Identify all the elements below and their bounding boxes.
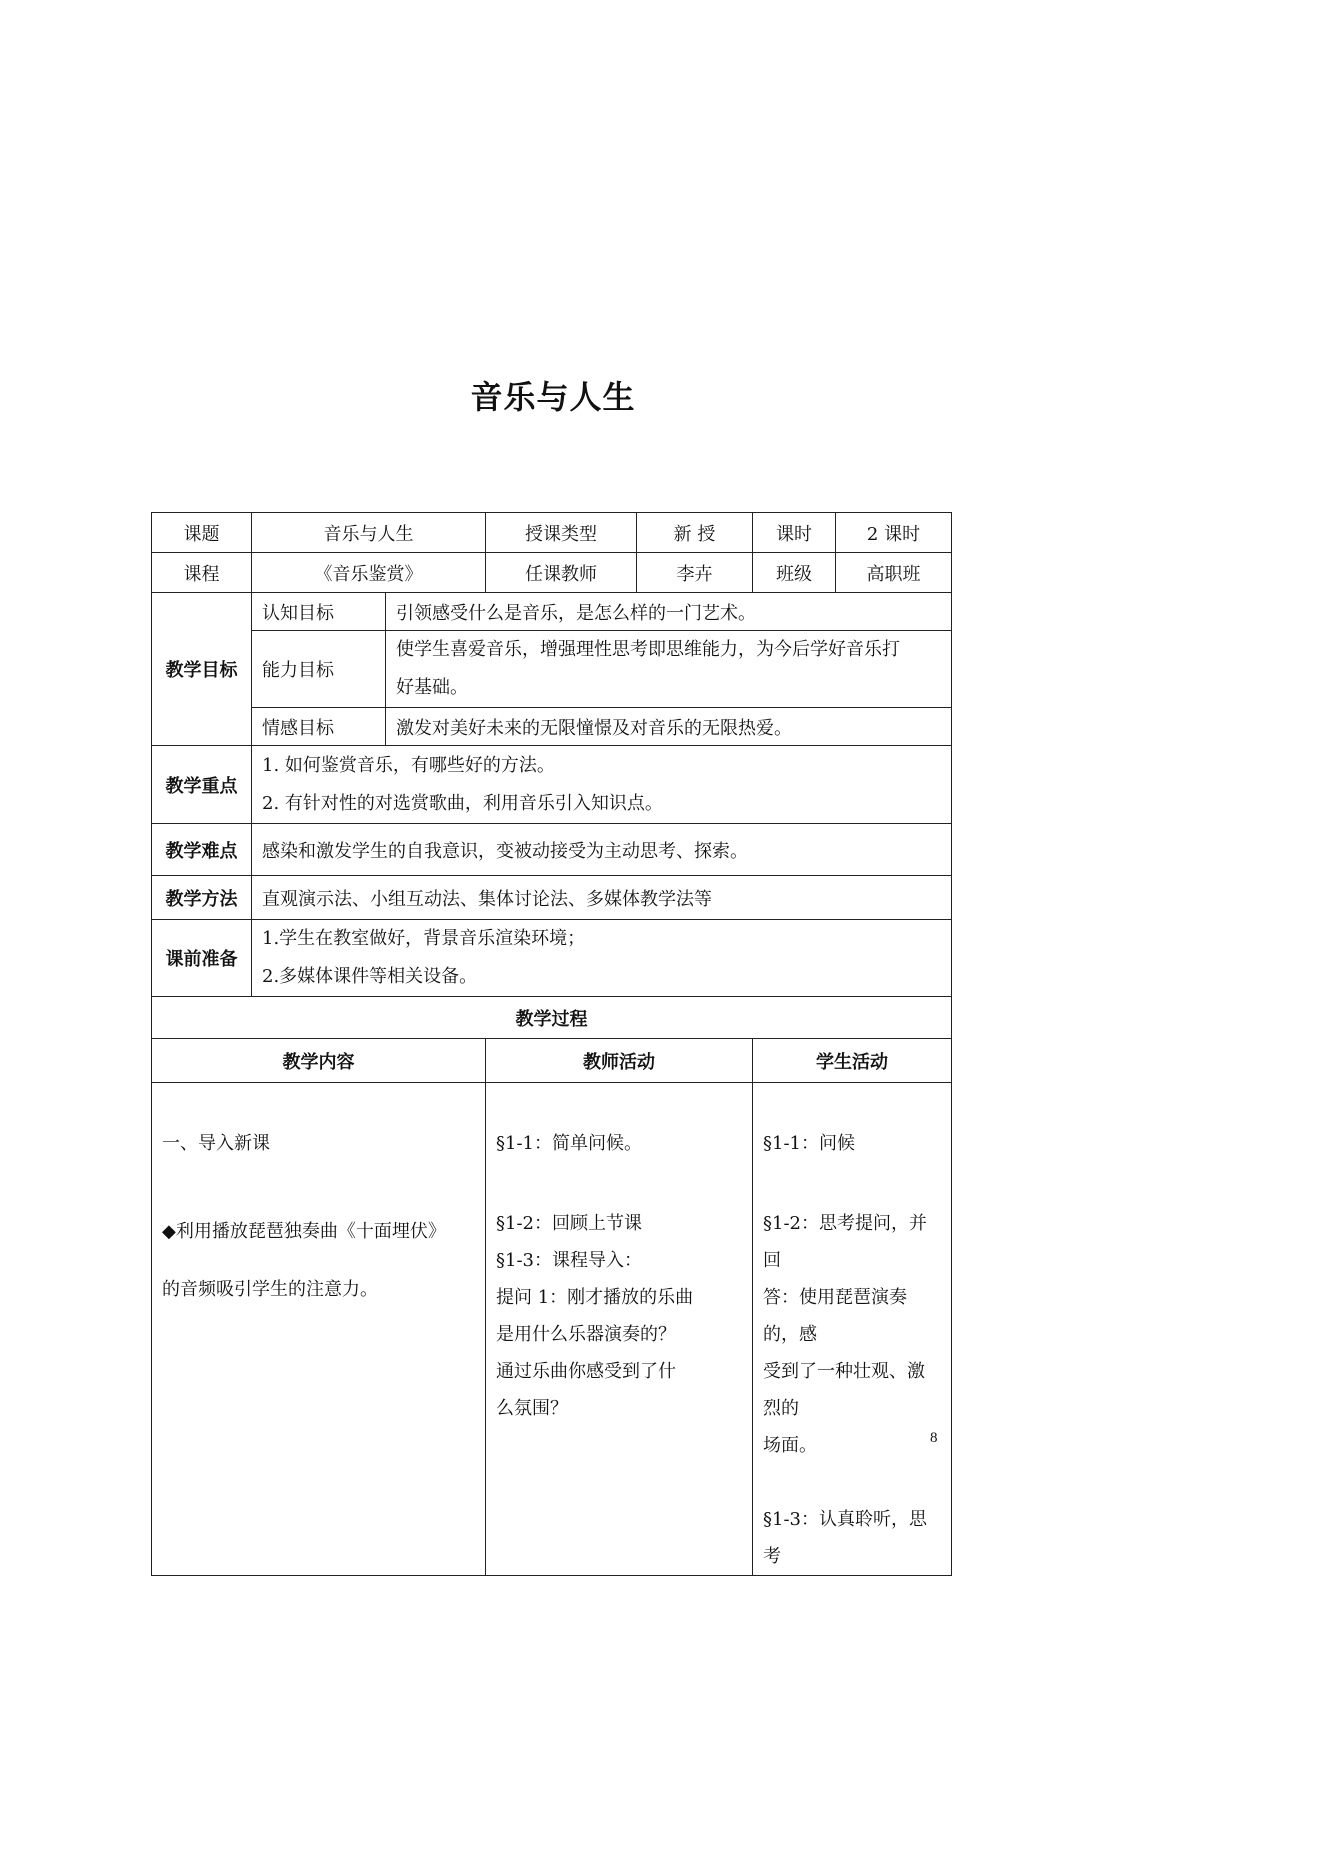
key-points-text <box>252 746 952 824</box>
process-student-cell <box>753 1083 952 1576</box>
goals-label: 教学目标 <box>152 593 252 746</box>
content-heading: 一、导入新课 <box>162 1133 270 1154</box>
goal-name-ability: 能力目标 <box>252 631 386 708</box>
page-number: 8 <box>930 1430 938 1446</box>
preparation-line: 1.学生在教室做好，背景音乐渲染环境； <box>262 928 586 949</box>
student-answer-line: §1-2：思考提问，并回 <box>763 1213 927 1271</box>
topic-value: 音乐与人生 <box>252 513 486 553</box>
topic-label: 课题 <box>152 513 252 553</box>
preparation-label: 课前准备 <box>152 920 252 997</box>
goal-row-ability <box>152 631 952 708</box>
teacher-question-line: 么氛围？ <box>496 1398 568 1419</box>
document-title: 音乐与人生 <box>470 378 636 416</box>
process-title-row <box>152 997 952 1039</box>
course-value: 《音乐鉴赏》 <box>252 553 486 593</box>
preparation-row <box>152 920 952 997</box>
teacher-label: 任课教师 <box>486 553 637 593</box>
goal-text-emotional: 激发对美好未来的无限憧憬及对音乐的无限热爱。 <box>386 708 952 746</box>
content-line: ◆利用播放琵琶独奏曲《十面埋伏》 <box>162 1221 446 1242</box>
key-points-row <box>152 746 952 824</box>
type-value: 新 授 <box>637 513 753 553</box>
teacher-step: §1-1：简单问候。 <box>496 1133 642 1154</box>
methods-row <box>152 876 952 920</box>
hours-value: 2 课时 <box>836 513 952 553</box>
teacher-question-line: 是用什么乐器演奏的？ <box>496 1324 676 1345</box>
process-content-cell <box>152 1083 486 1576</box>
col-header-student: 学生活动 <box>753 1039 952 1083</box>
key-points-label: 教学重点 <box>152 746 252 824</box>
student-step: §1-1：问候 <box>763 1133 855 1154</box>
difficulties-label: 教学难点 <box>152 824 252 876</box>
difficulties-text: 感染和激发学生的自我意识，变被动接受为主动思考、探索。 <box>252 824 952 876</box>
goal-text-ability-line: 使学生喜爱音乐，增强理性思考即思维能力，为今后学好音乐打 <box>396 639 900 660</box>
process-title: 教学过程 <box>152 997 952 1039</box>
teacher-question-line: 提问 1：刚才播放的乐曲 <box>496 1287 694 1308</box>
goal-text-ability-line: 好基础。 <box>396 677 468 698</box>
teacher-value: 李卉 <box>637 553 753 593</box>
student-answer-line: 场面。 <box>763 1435 817 1456</box>
process-teacher-cell <box>486 1083 753 1576</box>
student-answer-line: 受到了一种壮观、激烈的 <box>763 1361 925 1419</box>
preparation-line: 2.多媒体课件等相关设备。 <box>262 966 478 987</box>
goal-name-emotional: 情感目标 <box>252 708 386 746</box>
methods-text: 直观演示法、小组互动法、集体讨论法、多媒体教学法等 <box>252 876 952 920</box>
course-label: 课程 <box>152 553 252 593</box>
class-label: 班级 <box>753 553 836 593</box>
hours-label: 课时 <box>753 513 836 553</box>
content-line: 的音频吸引学生的注意力。 <box>162 1279 378 1300</box>
goal-text-ability <box>386 631 952 708</box>
preparation-text <box>252 920 952 997</box>
key-point-line: 2. 有针对性的对选赏歌曲，利用音乐引入知识点。 <box>262 792 663 814</box>
goal-name-cognitive: 认知目标 <box>252 593 386 631</box>
info-row-2 <box>152 553 952 593</box>
lesson-plan-table <box>151 512 952 1576</box>
teacher-step: §1-3：课程导入： <box>496 1250 642 1271</box>
student-answer-line: 答：使用琵琶演奏的，感 <box>763 1287 907 1345</box>
goal-row-emotional <box>152 708 952 746</box>
process-header-row <box>152 1039 952 1083</box>
student-step: §1-3：认真聆听，思考 <box>763 1509 927 1567</box>
class-value: 高职班 <box>836 553 952 593</box>
key-point-line: 1. 如何鉴赏音乐，有哪些好的方法。 <box>262 754 555 776</box>
info-row-1 <box>152 513 952 553</box>
goal-text-cognitive: 引领感受什么是音乐，是怎么样的一门艺术。 <box>386 593 952 631</box>
goal-row-cognitive <box>152 593 952 631</box>
type-label: 授课类型 <box>486 513 637 553</box>
process-row-intro <box>152 1083 952 1576</box>
methods-label: 教学方法 <box>152 876 252 920</box>
teacher-question-line: 通过乐曲你感受到了什 <box>496 1361 676 1382</box>
teacher-step: §1-2：回顾上节课 <box>496 1213 642 1234</box>
col-header-teacher: 教师活动 <box>486 1039 753 1083</box>
difficulties-row <box>152 824 952 876</box>
col-header-content: 教学内容 <box>152 1039 486 1083</box>
